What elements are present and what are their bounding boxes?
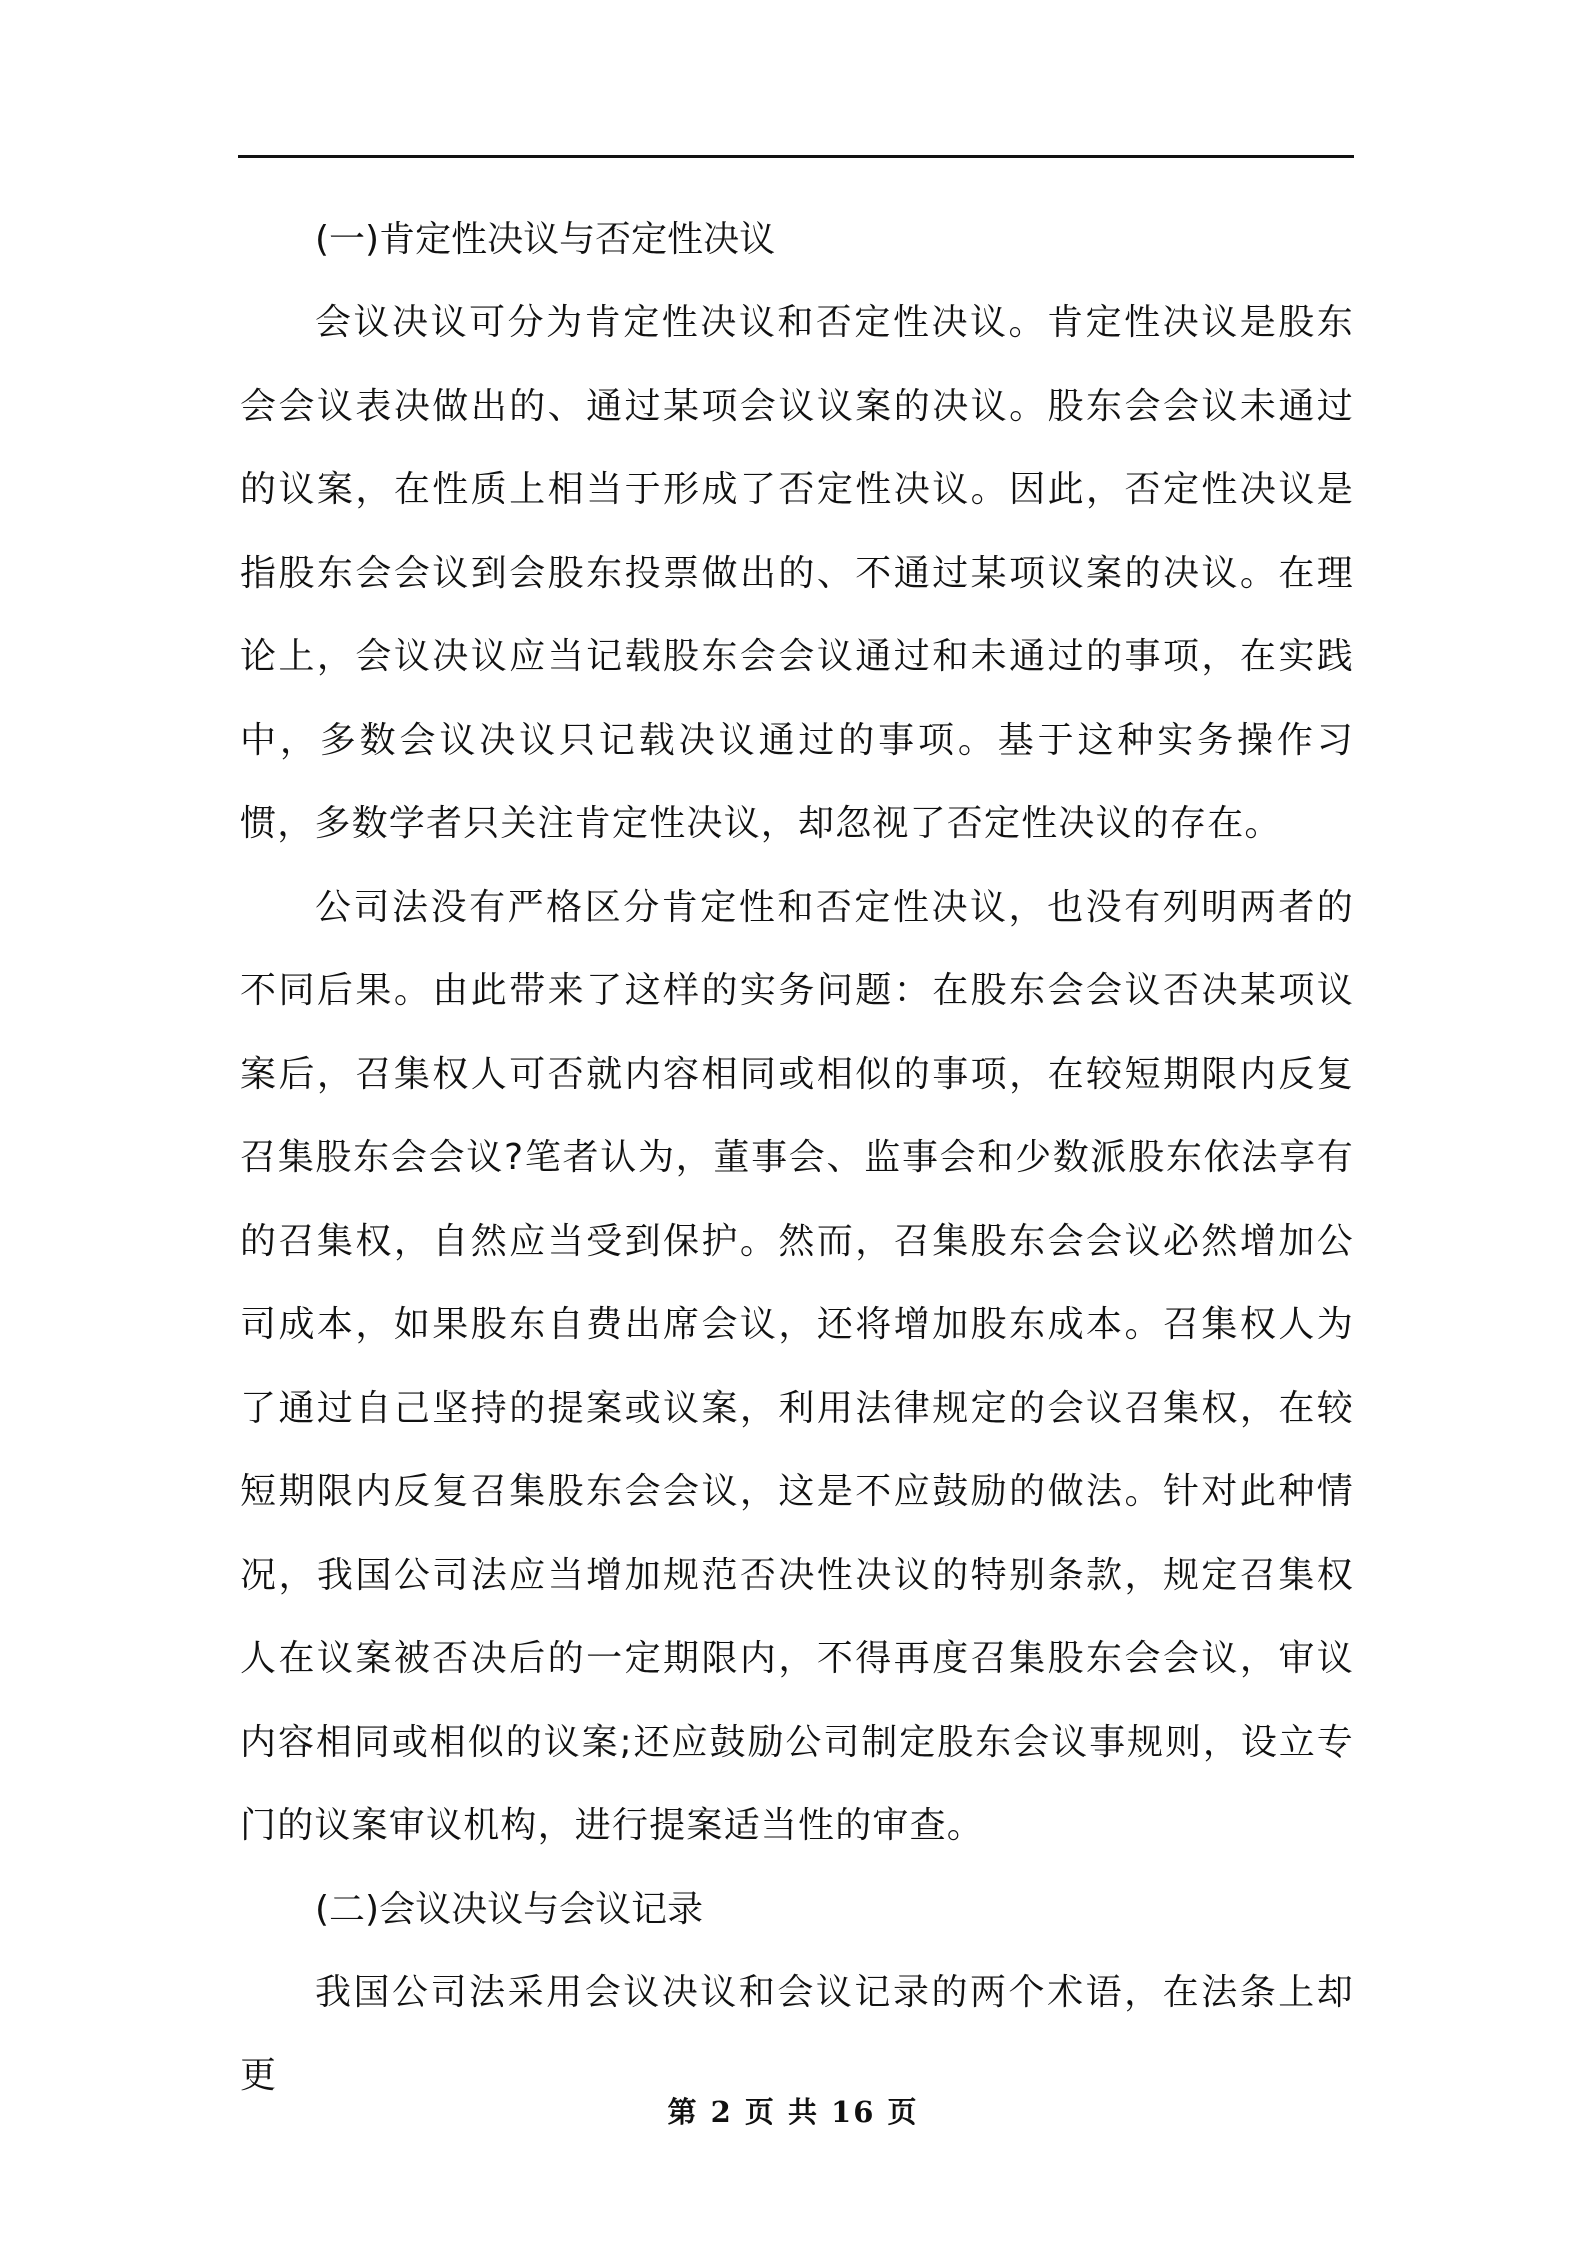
page-number-footer: 第 2 页 共 16 页 [667,2095,919,2129]
section-heading-1: (一)肯定性决议与否定性决议 [315,219,776,260]
paragraph-2: 公司法没有严格区分肯定性和否定性决议，也没有列明两者的不同后果。由此带来了这样的实务问题：在股东会会议否决某项议案后，召集权人可否就内容相同或相似的事项，在较短期限内反复召集股东会会议?笔者认为，董事会、监事会和少数派股东依法享有的召集权，自然应当受到保护。然而，召集股东会会议必然增加公司成本，如果股东自费出席会议，还将增加股东成本。召集权人为了通过自己坚持的提案或议案，利用法律规定的会议召集权，在较短期限内反复召集股东会会议，这是不应鼓励的做法。针对此种情况，我国公司法应当增加规范否决性决议的特别条款，规定召集权人在议案被否决后的一定期限内，不得再度召集股东会会议，审议内容相同或相似的议案;还应鼓励公司制定股东会议事规则，设立专门的议案审议机构，进行提案适当性的审查。 [240,886,1354,1846]
header-rule [238,155,1354,158]
paragraph-3: 我国公司法采用会议决议和会议记录的两个术语，在法条上却更 [240,1971,1354,2096]
paragraph-1: 会议决议可分为肯定性决议和否定性决议。肯定性决议是股东会会议表决做出的、通过某项会议议案的决议。股东会会议未通过的议案，在性质上相当于形成了否定性决议。因此，否定性决议是指股东会会议到会股东投票做出的、不通过某项议案的决议。在理论上，会议决议应当记载股东会会议通过和未通过的事项，在实践中，多数会议决议只记载决议通过的事项。基于这种实务操作习惯，多数学者只关注肯定性决议，却忽视了否定性决议的存在。 [240,302,1354,844]
section-heading-2: (二)会议决议与会议记录 [315,1888,704,1930]
document-body [240,198,1354,2118]
